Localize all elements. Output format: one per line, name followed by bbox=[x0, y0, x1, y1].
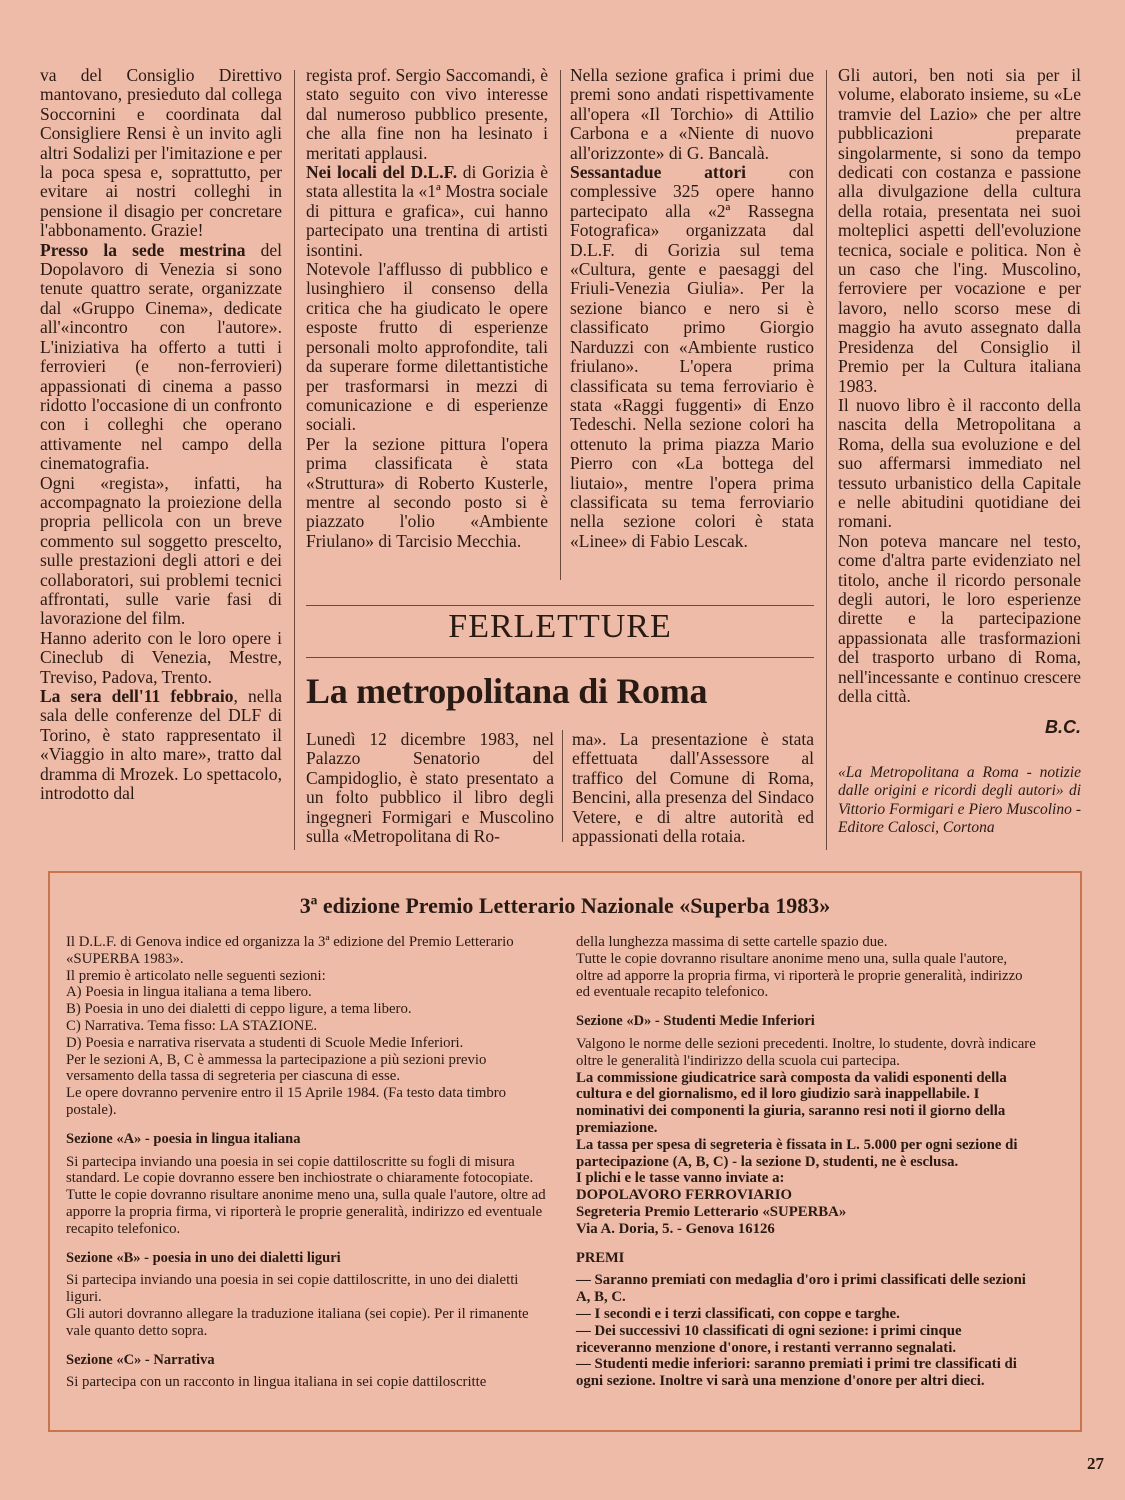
bold-paragraph: I plichi e le tasse vanno inviate a: bbox=[576, 1170, 785, 1187]
paragraph bbox=[838, 532, 1081, 707]
paragraph bbox=[40, 474, 282, 629]
paragraph: Per le sezioni A, B, C è ammessa la partecipazione a più sezioni previo versamento della tassa di segreteria per ciascuna di esse. bbox=[66, 1051, 487, 1085]
bold-paragraph: — I secondi e i terzi classificati, con coppe e targhe. bbox=[576, 1305, 900, 1322]
column-1 bbox=[40, 66, 282, 803]
paragraph: Il premio è articolato nelle seguenti sezioni: bbox=[66, 967, 326, 984]
paragraph bbox=[306, 163, 548, 260]
paragraph: B) Poesia in uno dei dialetti di ceppo ligure, a tema libero. bbox=[66, 1001, 412, 1018]
author-signature: B.C. bbox=[1045, 717, 1081, 737]
bold-paragraph: — Studenti medie inferiori: saranno premiati i primi tre classificati di ogni sezione. Inoltre vi sarà una menzione d'onore per altri dieci. bbox=[576, 1356, 1017, 1390]
bold-paragraph: La tassa per spesa di segreteria è fissata in L. 5.000 per ogni sezione di partecipazione (A, B, C) - la sezione D, studenti, ne è esclusa. bbox=[576, 1136, 1018, 1170]
book-reference: «La Metropolitana a Roma - notizie dalle origini e ricordi degli autori» di Vittorio Formigari e Piero Muscolino - Editore Calosci, Cortona bbox=[838, 764, 1081, 837]
paragraph: D) Poesia e narrativa riservata a studenti di Scuole Medie Inferiori. bbox=[66, 1034, 464, 1051]
article-paragraph: Lunedì 12 dicembre 1983, nel Palazzo Senatorio del Campidoglio, è stato presentato a un folto pubblico il libro degli ingegneri Formigari e Muscolino sulla «Metropolitana di Ro- bbox=[306, 729, 554, 847]
paragraph-text: Non poteva mancare nel testo, come d'altra parte evidenziato nel titolo, anche il ricordo personale degli autori, le loro esperienze dirette e la partecipazione appassionata alle trasformazioni del trasporto urbano di Roma, nell'incessante e continuo crescere della città. bbox=[838, 530, 1081, 706]
paragraph: A) Poesia in lingua italiana a tema libero. bbox=[66, 984, 312, 1001]
announcement-right-column bbox=[576, 934, 1036, 1390]
paragraph: Si partecipa con un racconto in lingua italiana in sei copie dattiloscritte bbox=[66, 1374, 487, 1391]
paragraph: Si partecipa inviando una poesia in sei copie dattiloscritte su fogli di misura standard. Le copie dovranno essere ben inchiostrate o chiaramente fotocopiate. bbox=[66, 1153, 534, 1187]
paragraph: Il D.L.F. di Genova indice ed organizza la 3ª edizione del Premio Letterario «SUPERBA 1983». bbox=[66, 934, 514, 967]
paragraph: Tutte le copie dovranno risultare anonime meno una, sulla quale l'autore, oltre ad apporre la propria firma, vi riporterà le proprie generalità, indirizzo ed eventuale recapito telefonico. bbox=[576, 950, 1023, 1001]
section-heading: Sezione «A» - poesia in lingua italiana bbox=[66, 1130, 301, 1147]
column-divider bbox=[560, 70, 561, 580]
section-heading: PREMI bbox=[576, 1249, 625, 1266]
paragraph: Si partecipa inviando una poesia in sei copie dattiloscritte, in uno dei dialetti liguri. bbox=[66, 1272, 519, 1306]
paragraph-text: Il nuovo libro è il racconto della nascita della Metropolitana a Roma, della sua evoluzione e del suo affermarsi immediato nel tessuto urbanistico della Capitale e nelle abitudini quotidiane dei romani. bbox=[838, 394, 1081, 532]
paragraph bbox=[570, 66, 814, 163]
column-divider bbox=[826, 70, 827, 850]
announcement-title: 3ª edizione Premio Letterario Nazionale «Superba 1983» bbox=[299, 893, 831, 918]
paragraph-text: regista prof. Sergio Saccomandi, è stato seguito con vivo interesse dal numeroso pubblico presente, che alla fine non ha lesinato i meritati applausi. bbox=[306, 65, 548, 163]
paragraph-text: Ogni «regista», infatti, ha accompagnato la proiezione della propria pellicola con un breve commento sul soggetto prescelto, sulle prestazioni degli attori e dei collaboratori, sui problemi tecnici affrontati, sulle varie fasi di lavorazione del film. bbox=[40, 472, 282, 629]
paragraph bbox=[838, 396, 1081, 532]
section-heading: Sezione «B» - poesia in uno dei dialetti liguri bbox=[66, 1249, 341, 1266]
paragraph-text: Notevole l'afflusso di pubblico e lusinghiero il consenso della critica che ha giudicato le opere esposte frutto di esperienze personali molto approfondite, tali da superare forme dilettantistiche per trasformarsi in mezzi di comunicazione e di esperienze sociali. bbox=[306, 259, 548, 435]
paragraph-text: va del Consiglio Direttivo mantovano, presieduto dal collega Soccornini e coordinata dal Consigliere Rensi è un invito agli altri Sodalizi per l'imitazione e per la poca spesa e, soprattutto, per evitare ai nostri colleghi in pensione il disagio per concretare l'abbonamento. Grazie! bbox=[40, 65, 282, 241]
paragraph: Valgono le norme delle sezioni precedenti. Inoltre, lo studente, dovrà indicare oltre le generalità l'indirizzo della scuola cui partecipa. bbox=[576, 1035, 1036, 1069]
bold-paragraph: Segreteria Premio Letterario «SUPERBA» bbox=[576, 1203, 847, 1220]
paragraph-text: , nella sala delle conferenze del DLF di Torino, è stato rappresentato il «Viaggio in alto mare», tratto dal dramma di Mrozek. Lo spettacolo, introdotto dal bbox=[40, 686, 283, 804]
article-right-column bbox=[572, 730, 814, 846]
section-heading: Sezione «C» - Narrativa bbox=[66, 1351, 215, 1368]
bold-paragraph: Via A. Doria, 5. - Genova 16126 bbox=[576, 1220, 775, 1237]
paragraph-lead: Nei locali del D.L.F. bbox=[306, 162, 458, 183]
paragraph-text: con complessive 325 opere hanno partecipato alla «2ª Rassegna Fotografica» organizzata dal D.L.F. di Gorizia sul tema «Cultura, gente e paesaggi del Friuli-Venezia Giulia». Per la sezione bianco e nero si è classificato primo Giorgio Narduzzi con «Ambiente rustico friulano». L'opera prima classificata su tema ferroviario è stata «Raggi fuggenti» di Enzo Tedeschi. Nella sezione colori ha ottenuto la prima piazza Mario Pierro con «La bottega del liutaio», mentre l'opera prima classificata su tema ferroviario nella sezione colori è stata «Linee» di Fabio Lescak. bbox=[570, 162, 814, 551]
paragraph bbox=[306, 260, 548, 435]
article-headline: La metropolitana di Roma bbox=[306, 671, 708, 711]
column-divider bbox=[294, 70, 295, 850]
paragraph: Le opere dovranno pervenire entro il 15 Aprile 1984. (Fa testo data timbro postale). bbox=[66, 1085, 507, 1118]
paragraph bbox=[838, 66, 1081, 396]
paragraph: C) Narrativa. Tema fisso: LA STAZIONE. bbox=[66, 1017, 318, 1034]
paragraph bbox=[306, 66, 548, 163]
paragraph-lead: La sera dell'11 febbraio bbox=[40, 686, 234, 706]
paragraph-lead: Sessantadue attori bbox=[570, 162, 746, 183]
column-3 bbox=[570, 66, 814, 551]
section-title: FERLETTURE bbox=[448, 608, 672, 645]
paragraph-text: Per la sezione pittura l'opera prima classificata è stata «Struttura» di Roberto Kusterle, mentre al secondo posto si è piazzato l'olio «Ambiente Friulano» di Tarcisio Mecchia. bbox=[306, 433, 548, 551]
paragraph-text: Nella sezione grafica i primi due premi sono andati rispettivamente all'opera «Il Torchio» di Attilio Carbona e a «Niente di nuovo all'orizzonte» di G. Bancalà. bbox=[570, 65, 814, 163]
bold-paragraph: — Saranno premiati con medaglia d'oro i primi classificati delle sezioni A, B, C. bbox=[576, 1272, 1026, 1306]
bold-paragraph: La commissione giudicatrice sarà composta da validi esponenti della cultura e del giornalismo, ed il loro giudizio sarà inappellabile. I nominativi dei componenti la giuria, saranno resi noti il giorno della premiazione. bbox=[576, 1069, 1007, 1136]
article-paragraph: ma». La presentazione è stata effettuata dall'Assessore al traffico del Comune di Roma, Bencini, alla presenza del Sindaco Vetere, e di altre autorità ed appassionati della rotaia. bbox=[572, 729, 814, 847]
column-4 bbox=[838, 66, 1081, 706]
paragraph-text: Hanno aderito con le loro opere i Cineclub di Venezia, Mestre, Treviso, Padova, Trento. bbox=[40, 627, 282, 687]
paragraph-text: di Gorizia è stata allestita la «1ª Mostra sociale di pittura e grafica», cui hanno partecipato una trentina di artisti isontini. bbox=[306, 162, 548, 260]
paragraph bbox=[40, 629, 282, 687]
paragraph bbox=[40, 687, 282, 803]
page-number: 27 bbox=[1087, 1454, 1104, 1473]
paragraph-text: del Dopolavoro di Venezia si sono tenute quattro serate, organizzate dal «Gruppo Cinema», dedicate all'«incontro con l'autore». L'iniziativa ha offerto a tutti i ferrovieri (e non-ferrovieri) appassionati di cinema a passo ridotto l'occasione di un confronto con i colleghi che operano attivamente nel campo della cinematografia. bbox=[40, 239, 282, 474]
article-left-column bbox=[306, 730, 554, 846]
paragraph bbox=[570, 163, 814, 551]
column-divider bbox=[562, 730, 563, 842]
paragraph bbox=[40, 66, 282, 241]
paragraph: Tutte le copie dovranno risultare anonime meno una, sulla quale l'autore, oltre ad apporre la propria firma, vi riporterà le proprie generalità, indirizzo ed eventuale recapito telefonico. bbox=[66, 1187, 546, 1237]
section-rule-top bbox=[306, 605, 814, 606]
announcement-left-column bbox=[66, 934, 548, 1391]
bold-paragraph: DOPOLAVORO FERROVIARIO bbox=[576, 1187, 793, 1204]
paragraph bbox=[306, 435, 548, 551]
paragraph: Gli autori dovranno allegare la traduzione italiana (sei copie). Per il rimanente vale quanto detto sopra. bbox=[66, 1305, 529, 1339]
column-2 bbox=[306, 66, 548, 551]
bold-paragraph: — Dei successivi 10 classificati di ogni sezione: i primi cinque riceveranno menzione d'onore, i restanti verranno segnalati. bbox=[576, 1322, 962, 1356]
paragraph: della lunghezza massima di sette cartelle spazio due. bbox=[576, 934, 888, 950]
section-heading: Sezione «D» - Studenti Medie Inferiori bbox=[576, 1013, 815, 1030]
paragraph bbox=[40, 241, 282, 474]
section-rule-bottom bbox=[306, 657, 814, 658]
paragraph-text: Gli autori, ben noti sia per il volume, elaborato insieme, su «Le tramvie del Lazio» che per altre pubblicazioni preparate singolarmente, si sono da tempo dedicati con costanza e passione alla divulgazione della cultura della rotaia, presentata nei suoi molteplici aspetti dell'evoluzione tecnica, sociale e politica. Non è un caso che l'ing. Muscolino, ferroviere per vocazione e per lavoro, nello scorso mese di maggio ha avuto assegnato dalla Presidenza del Consiglio il Premio per la Cultura italiana 1983. bbox=[838, 65, 1081, 396]
paragraph-lead: Presso la sede mestrina bbox=[40, 239, 246, 260]
